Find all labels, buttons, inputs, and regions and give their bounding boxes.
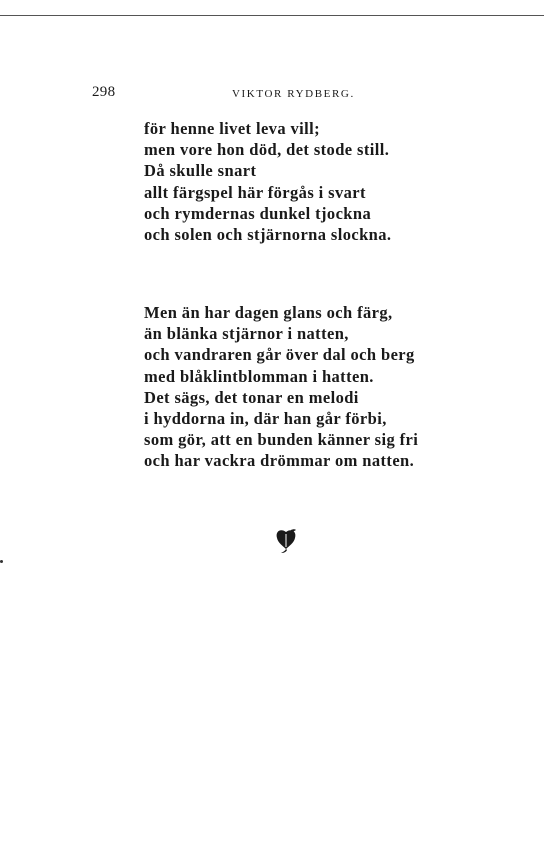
- stanza-1: [144, 118, 484, 245]
- running-head: VIKTOR RYDBERG.: [232, 88, 355, 100]
- verse-line: Men än har dagen glans och färg,: [144, 303, 393, 322]
- leaf-fleuron-icon: [274, 528, 298, 554]
- verse-line: och vandraren går över dal och berg: [144, 345, 415, 365]
- verse-line: med blåklintblomman i hatten.: [144, 366, 374, 386]
- verse-line: men vore hon död, det stode still.: [144, 140, 390, 160]
- page-number: 298: [92, 84, 116, 100]
- verse-line: än blänka stjärnor i natten,: [144, 324, 349, 344]
- verse-line: Då skulle snart: [144, 161, 257, 181]
- verse-line: som gör, att en bunden känner sig fri: [144, 430, 419, 450]
- top-rule: [0, 15, 544, 16]
- verse-line: Det sägs, det tonar en melodi: [144, 387, 359, 407]
- verse-line: och rymdernas dunkel tjockna: [144, 203, 372, 223]
- stanza-2: [144, 302, 484, 472]
- verse-line: och har vackra drömmar om natten.: [144, 451, 415, 471]
- verse-line: i hyddorna in, där han går förbi,: [144, 409, 387, 429]
- verse-line: och solen och stjärnorna slockna.: [144, 225, 392, 245]
- verse-line: för henne livet leva vill;: [144, 119, 320, 138]
- verse-line: allt färgspel här förgås i svart: [144, 182, 366, 202]
- margin-mark: [0, 560, 3, 563]
